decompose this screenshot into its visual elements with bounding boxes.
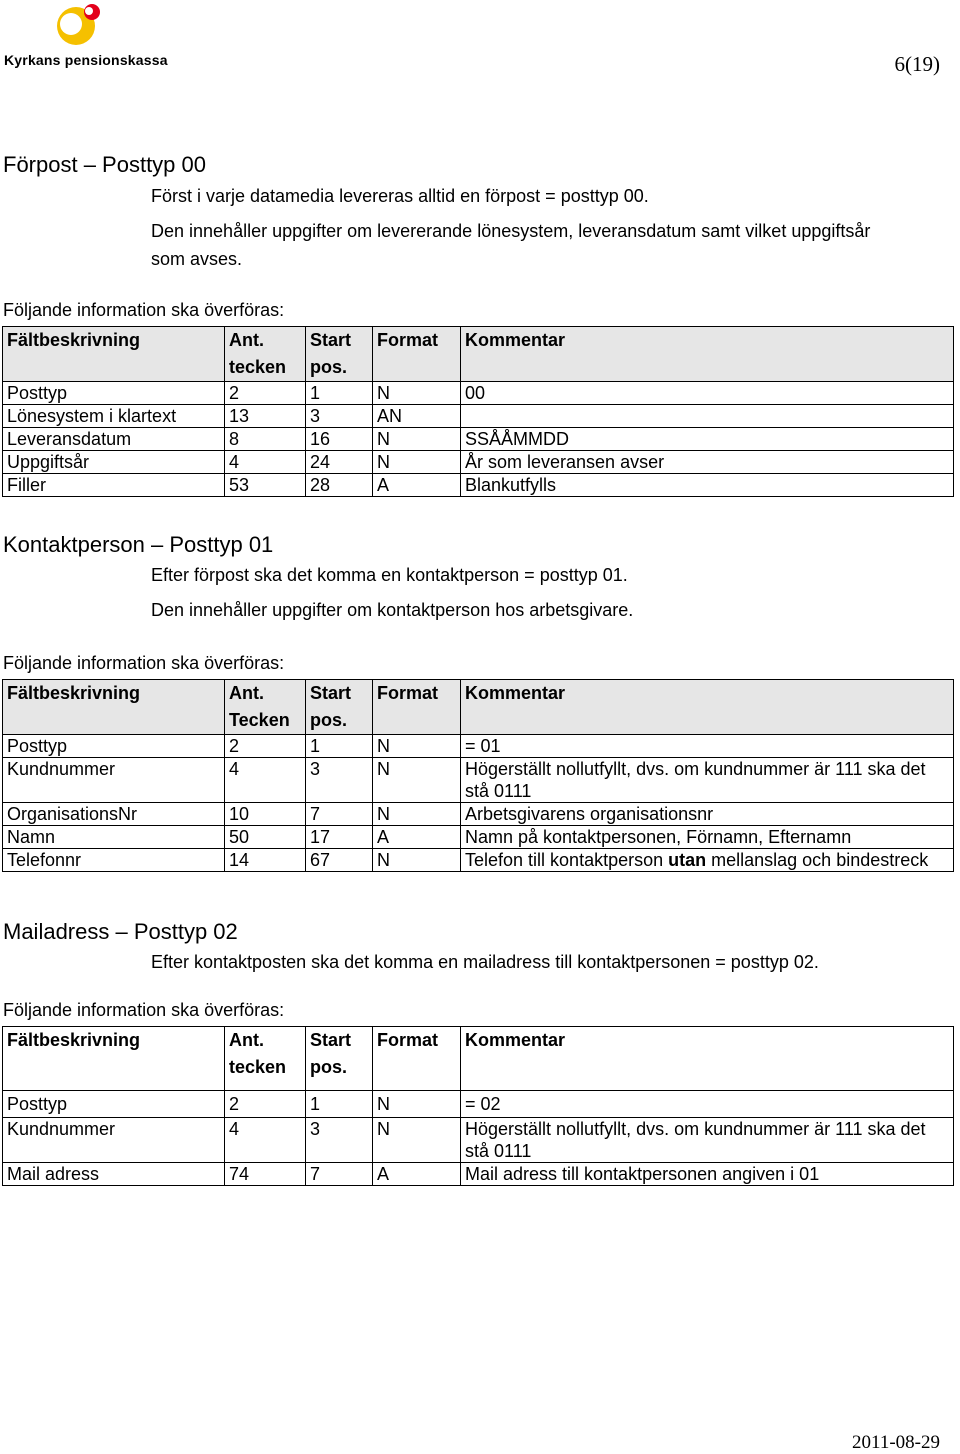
table-row (3, 1091, 954, 1118)
cell-start: 17 (306, 826, 373, 849)
cell-field: Mail adress (3, 1163, 225, 1186)
cell-count: 13 (225, 405, 306, 428)
col-header-field: Fältbeskrivning (3, 680, 225, 735)
cell-start: 7 (306, 803, 373, 826)
table-header-row (3, 327, 954, 382)
cell-comment: Högerställt nollutfyllt, dvs. om kundnummer är 111 ska det stå 0111 (461, 758, 954, 803)
col-header-count: Ant. Tecken (225, 680, 306, 735)
cell-field: Posttyp (3, 1091, 225, 1118)
cell-count: 4 (225, 1118, 306, 1163)
table-row (3, 405, 954, 428)
cell-count: 4 (225, 758, 306, 803)
cell-start: 67 (306, 849, 373, 872)
cell-comment: Arbetsgivarens organisationsnr (461, 803, 954, 826)
cell-format: N (373, 803, 461, 826)
cell-field: Posttyp (3, 735, 225, 758)
field-table-posttyp-02 (2, 1026, 954, 1186)
col-header-field: Fältbeskrivning (3, 1027, 225, 1091)
cell-count: 10 (225, 803, 306, 826)
cell-format: N (373, 428, 461, 451)
table-row (3, 735, 954, 758)
cell-comment: Namn på kontaktpersonen, Förnamn, Efternamn (461, 826, 954, 849)
table-intro: Följande information ska överföras: (3, 300, 285, 320)
logo-text: Kyrkans pensionskassa (4, 52, 168, 68)
cell-count: 2 (225, 382, 306, 405)
cell-start: 28 (306, 474, 373, 497)
cell-start: 3 (306, 758, 373, 803)
col-header-comment: Kommentar (461, 1027, 954, 1091)
page-number: 6(19) (894, 52, 940, 76)
cell-format: N (373, 758, 461, 803)
cell-format: N (373, 849, 461, 872)
table-row (3, 849, 954, 872)
col-header-start: Start pos. (306, 680, 373, 735)
cell-comment: = 02 (461, 1091, 954, 1118)
cell-comment: Mail adress till kontaktpersonen angiven i 01 (461, 1163, 954, 1186)
table-row (3, 451, 954, 474)
table-row (3, 382, 954, 405)
cell-count: 8 (225, 428, 306, 451)
section-heading-posttyp-00: Förpost – Posttyp 00 (3, 152, 206, 177)
section-heading-posttyp-01: Kontaktperson – Posttyp 01 (3, 532, 274, 557)
cell-format: N (373, 1091, 461, 1118)
cell-format: N (373, 382, 461, 405)
cell-comment: Högerställt nollutfyllt, dvs. om kundnummer är 111 ska det stå 0111 (461, 1118, 954, 1163)
cell-start: 1 (306, 382, 373, 405)
table-row (3, 474, 954, 497)
cell-field: Lönesystem i klartext (3, 405, 225, 428)
cell-format: N (373, 451, 461, 474)
col-header-count: Ant. tecken (225, 327, 306, 382)
col-header-start: Start pos. (306, 327, 373, 382)
cell-field: Kundnummer (3, 758, 225, 803)
comment-text: Telefon till kontaktperson (465, 850, 669, 870)
field-table-posttyp-00 (2, 326, 954, 497)
cell-comment: SSÅÅMMDD (461, 428, 954, 451)
cell-format: AN (373, 405, 461, 428)
col-header-count: Ant. tecken (225, 1027, 306, 1091)
cell-comment (461, 849, 954, 872)
section-heading-posttyp-02: Mailadress – Posttyp 02 (3, 919, 238, 944)
cell-format: N (373, 735, 461, 758)
cell-field: Namn (3, 826, 225, 849)
cell-count: 53 (225, 474, 306, 497)
cell-start: 3 (306, 1118, 373, 1163)
comment-emphasis: utan (668, 850, 707, 870)
cell-start: 1 (306, 1091, 373, 1118)
cell-format: N (373, 1118, 461, 1163)
cell-comment: År som leveransen avser (461, 451, 954, 474)
col-header-format: Format (373, 1027, 461, 1091)
section-paragraph: Efter kontaktposten ska det komma en mailadress till kontaktpersonen = posttyp 02. (151, 952, 819, 972)
footer-date: 2011-08-29 (852, 1432, 940, 1453)
cell-count: 2 (225, 735, 306, 758)
table-intro: Följande information ska överföras: (3, 1000, 285, 1020)
field-table-posttyp-01 (2, 679, 954, 872)
cell-field: OrganisationsNr (3, 803, 225, 826)
cell-field: Kundnummer (3, 1118, 225, 1163)
cell-count: 2 (225, 1091, 306, 1118)
cell-count: 50 (225, 826, 306, 849)
table-row (3, 428, 954, 451)
table-header-row (3, 1027, 954, 1091)
table-row (3, 1118, 954, 1163)
cell-field: Telefonnr (3, 849, 225, 872)
table-row (3, 826, 954, 849)
section-paragraph: Den innehåller uppgifter om kontaktperson hos arbetsgivare. (151, 600, 634, 620)
col-header-comment: Kommentar (461, 680, 954, 735)
cell-field: Leveransdatum (3, 428, 225, 451)
section-paragraph: Efter förpost ska det komma en kontaktperson = posttyp 01. (151, 565, 628, 585)
col-header-format: Format (373, 327, 461, 382)
comment-text: mellanslag och bindestreck (706, 850, 929, 870)
table-row (3, 1163, 954, 1186)
cell-count: 74 (225, 1163, 306, 1186)
cell-format: A (373, 1163, 461, 1186)
cell-field: Posttyp (3, 382, 225, 405)
table-row (3, 803, 954, 826)
table-header-row (3, 680, 954, 735)
cell-start: 24 (306, 451, 373, 474)
cell-start: 3 (306, 405, 373, 428)
cell-start: 1 (306, 735, 373, 758)
col-header-comment: Kommentar (461, 327, 954, 382)
section-paragraph: Först i varje datamedia levereras alltid en förpost = posttyp 00. (151, 186, 649, 206)
cell-count: 4 (225, 451, 306, 474)
col-header-format: Format (373, 680, 461, 735)
cell-comment (461, 405, 954, 428)
cell-start: 16 (306, 428, 373, 451)
cell-count: 14 (225, 849, 306, 872)
cell-comment: Blankutfylls (461, 474, 954, 497)
section-paragraph: Den innehåller uppgifter om levererande lönesystem, leveransdatum samt vilket uppgiftsår som avses. (151, 221, 871, 269)
col-header-field: Fältbeskrivning (3, 327, 225, 382)
table-intro: Följande information ska överföras: (3, 653, 285, 673)
table-row (3, 758, 954, 803)
cell-format: A (373, 826, 461, 849)
cell-format: A (373, 474, 461, 497)
cell-comment: = 01 (461, 735, 954, 758)
cell-comment: 00 (461, 382, 954, 405)
cell-start: 7 (306, 1163, 373, 1186)
cell-field: Uppgiftsår (3, 451, 225, 474)
col-header-start: Start pos. (306, 1027, 373, 1091)
cell-field: Filler (3, 474, 225, 497)
